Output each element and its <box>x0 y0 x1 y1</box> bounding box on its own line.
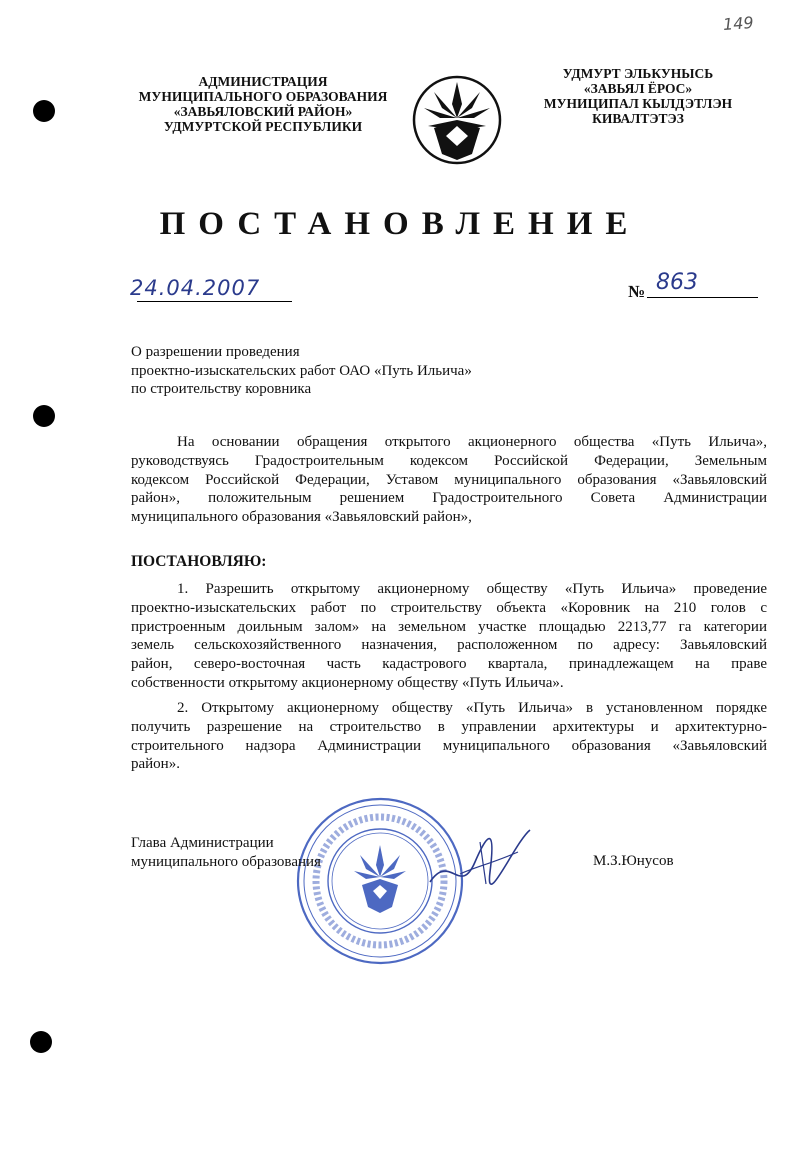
punch-hole <box>30 1031 52 1053</box>
org-line: КИВАЛТЭТЭЗ <box>592 111 684 126</box>
organization-name-udmurt <box>520 66 756 126</box>
number-label: № <box>628 282 646 301</box>
punch-hole <box>33 100 55 122</box>
text-line: получить разрешение на строительство в управлении архитектуры и архитектурно- <box>131 718 767 735</box>
punch-hole <box>33 405 55 427</box>
text-line: район, северо-восточная часть кадастрового квартала, принадлежащем на праве <box>131 656 767 673</box>
document-subject <box>131 343 472 399</box>
org-line: УДМУРТ ЭЛЬКУНЫСЬ <box>562 66 714 81</box>
org-line: МУНИЦИПАЛ КЫЛДЭТЛЭН <box>543 96 733 111</box>
district-emblem-icon <box>412 74 502 166</box>
text-line: кодексом Российской Федерации, Уставом муниципального образования «Завьяловский <box>131 471 767 488</box>
org-line: «ЗАВЬЯЛОВСКИЙ РАЙОН» <box>173 104 353 119</box>
text-line: проектно-изыскательских работ по строительству объекта «Коровник на 210 голов с <box>131 599 767 616</box>
number-underline <box>647 297 758 298</box>
document-title: ПОСТАНОВЛЕНИЕ <box>159 206 641 242</box>
decree-heading: ПОСТАНОВЛЯЮ: <box>131 553 267 570</box>
text-line: руководствуясь Градостроительным кодексом Российской Федерации, Земельным <box>131 452 767 469</box>
signer-position-line: муниципального образования <box>131 853 321 870</box>
subject-line: проектно-изыскательских работ ОАО «Путь Ильича» <box>131 362 472 379</box>
preamble-paragraph <box>131 433 767 527</box>
signer-position-line: Глава Администрации <box>131 835 274 851</box>
subject-line: О разрешении проведения <box>131 344 300 360</box>
text-line: земель сельскохозяйственного назначения, расположенном по адресу: Завьяловский <box>131 637 767 654</box>
page-number: 149 <box>722 12 755 35</box>
org-line: «ЗАВЬЯЛ ЁРОС» <box>583 81 693 96</box>
signature-icon <box>420 812 540 902</box>
text-line: На основании обращения открытого акционерного общества «Путь Ильича», <box>177 434 767 450</box>
signer-position <box>131 834 321 872</box>
date-underline <box>137 301 292 302</box>
handwritten-date: 24.04.2007 <box>130 276 261 300</box>
org-line: УДМУРТСКОЙ РЕСПУБЛИКИ <box>163 119 363 134</box>
text-line: 1. Разрешить открытому акционерному обществу «Путь Ильича» проведение <box>177 581 767 597</box>
decree-item-1 <box>131 580 767 693</box>
signer-name: М.З.Юнусов <box>593 853 674 869</box>
decree-item-2 <box>131 699 767 774</box>
handwritten-number: 863 <box>656 270 698 295</box>
text-line: район». <box>131 756 180 773</box>
organization-name-russian <box>128 74 398 134</box>
text-line: район», положительным решением Градостроительного Совета Администрации <box>131 490 767 507</box>
text-line: пристроенным доильным залом» на земельном участке площадью 2213,77 га категории <box>131 618 767 635</box>
org-line: МУНИЦИПАЛЬНОГО ОБРАЗОВАНИЯ <box>138 89 388 104</box>
org-line: АДМИНИСТРАЦИЯ <box>198 74 328 89</box>
text-line: 2. Открытому акционерному обществу «Путь Ильича» в установленном порядке <box>177 700 767 716</box>
text-line: муниципального образования «Завьяловский район», <box>131 509 472 526</box>
text-line: строительного надзора Администрации муниципального образования «Завьяловский <box>131 737 767 754</box>
text-line: собственности открытому акционерному обществу «Путь Ильича». <box>131 674 564 691</box>
subject-line: по строительству коровника <box>131 381 312 398</box>
